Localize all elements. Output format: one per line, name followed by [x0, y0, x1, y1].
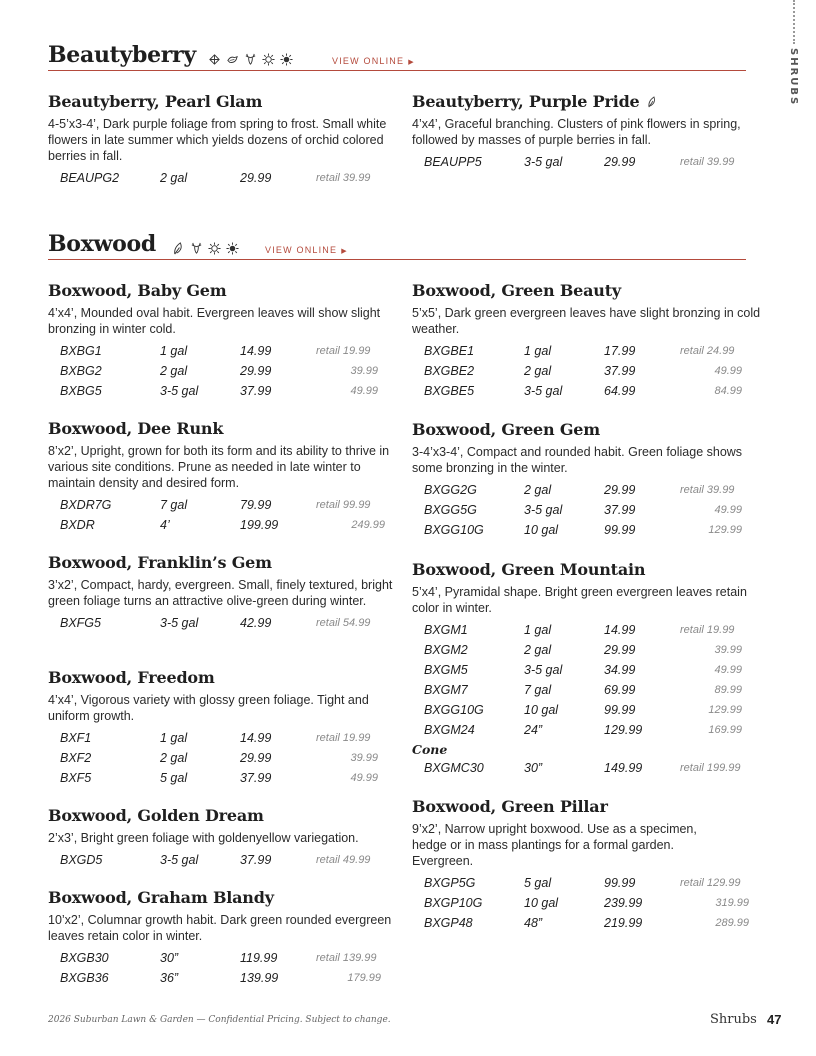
size: 3-5 gal	[160, 853, 199, 867]
retail-price: 39.99	[350, 365, 378, 377]
price: 219.99	[604, 916, 643, 930]
retail-price: retail 54.99	[316, 617, 371, 629]
plant-entry	[48, 806, 398, 888]
price-row	[48, 614, 398, 634]
column-left-boxwood	[48, 281, 398, 989]
retail-price: 49.99	[714, 365, 742, 377]
retail-price: 39.99	[714, 644, 742, 656]
price-row	[48, 382, 398, 402]
size: 24”	[524, 723, 543, 737]
column-right-beautyberry	[412, 92, 762, 173]
price-row	[48, 516, 398, 536]
retail-price: 49.99	[714, 504, 742, 516]
plant-description: 4’x4’, Mounded oval habit. Evergreen leaves will show slight bronzing in winter cold.	[48, 306, 381, 336]
price: 29.99	[240, 751, 272, 765]
section-title: Boxwood	[48, 231, 156, 257]
sku: BXGG2G	[424, 483, 477, 497]
plant-description: 2’x3’, Bright green foliage with goldenyellow variegation.	[48, 831, 359, 845]
price-row	[412, 661, 762, 681]
price-row	[412, 521, 762, 541]
retail-price: retail 129.99	[680, 877, 741, 889]
price-row	[412, 721, 762, 741]
sku: BEAUPG2	[60, 171, 120, 185]
price-row	[412, 681, 762, 701]
price: 149.99	[604, 761, 643, 775]
retail-price: 89.99	[714, 684, 742, 696]
price: 14.99	[240, 344, 272, 358]
price: 199.99	[240, 518, 279, 532]
size: 7 gal	[524, 683, 552, 697]
price-row	[412, 382, 762, 402]
price-row	[48, 729, 398, 749]
play-arrow-icon: ▶	[408, 59, 415, 66]
retail-price: 49.99	[350, 385, 378, 397]
price: 99.99	[604, 876, 636, 890]
sku: BXBG2	[60, 364, 102, 378]
price-row	[48, 169, 398, 189]
size: 1 gal	[160, 344, 188, 358]
sku: BXGD5	[60, 853, 103, 867]
price-row	[412, 342, 762, 362]
sku: BEAUPP5	[424, 155, 482, 169]
size: 48”	[524, 916, 543, 930]
plant-name: Boxwood, Green Mountain	[412, 560, 646, 579]
price-row	[412, 701, 762, 721]
plant-entry	[48, 419, 398, 553]
section-title: Beautyberry	[48, 42, 196, 68]
price-row	[48, 949, 398, 969]
view-online-link[interactable]	[265, 245, 348, 255]
size: 3-5 gal	[160, 384, 199, 398]
price-row	[412, 481, 762, 501]
attribute-icons	[208, 53, 293, 66]
sku: BXGB36	[60, 971, 109, 985]
size: 10 gal	[524, 703, 559, 717]
plant-entry	[412, 560, 762, 797]
size: 30”	[160, 951, 179, 965]
column-left-beautyberry	[48, 92, 398, 189]
plant-name: Boxwood, Dee Runk	[48, 419, 224, 438]
plant-description: 10’x2’, Columnar growth habit. Dark green rounded evergreen leaves retain color in winter.	[48, 913, 392, 943]
attribute-icons	[172, 242, 239, 255]
plant-name: Boxwood, Baby Gem	[48, 281, 227, 300]
plant-name: Boxwood, Green Beauty	[412, 281, 622, 300]
price: 79.99	[240, 498, 272, 512]
size: 2 gal	[160, 364, 188, 378]
plant-description: 9’x2’, Narrow upright boxwood. Use as a specimen, hedge or in mass plantings for a formal garden. Evergreen.	[412, 822, 697, 868]
price-row	[48, 851, 398, 871]
sku: BXGM24	[424, 723, 475, 737]
sku: BXGP48	[424, 916, 473, 930]
sku: BXF2	[60, 751, 92, 765]
price: 29.99	[240, 364, 272, 378]
size: 1 gal	[524, 623, 552, 637]
sku: BXFG5	[60, 616, 101, 630]
retail-price: 179.99	[347, 972, 381, 984]
price: 37.99	[604, 364, 636, 378]
price-row	[48, 362, 398, 382]
native-leaf-icon	[172, 242, 185, 255]
size: 3-5 gal	[160, 616, 199, 630]
side-tab-label: SHRUBS	[788, 48, 799, 107]
part-sun-icon	[226, 242, 239, 255]
sku: BXGM7	[424, 683, 468, 697]
retail-price: retail 19.99	[316, 732, 371, 744]
plant-entry	[48, 281, 398, 419]
sku: BXGM2	[424, 643, 468, 657]
section-header-boxwood	[48, 230, 746, 260]
pollinator-icon	[208, 53, 221, 66]
sku: BXGM1	[424, 623, 468, 637]
size: 5 gal	[160, 771, 188, 785]
page-number: 47	[767, 1012, 782, 1027]
section-header-beautyberry	[48, 41, 746, 71]
size: 36”	[160, 971, 179, 985]
price: 64.99	[604, 384, 636, 398]
sku: BXGG10G	[424, 523, 484, 537]
plant-description: 5’x4’, Pyramidal shape. Bright green evergreen leaves retain color in winter.	[412, 585, 747, 615]
plant-description: 4-5’x3-4’, Dark purple foliage from spring to frost. Small white flowers in late summer which yields dozens of orchid colored berries in fall.	[48, 117, 387, 163]
plant-entry	[48, 553, 398, 668]
price-row	[412, 914, 762, 934]
size: 1 gal	[160, 731, 188, 745]
retail-price: 129.99	[708, 524, 742, 536]
sku: BXDR7G	[60, 498, 112, 512]
retail-price: 49.99	[714, 664, 742, 676]
price: 42.99	[240, 616, 272, 630]
price: 99.99	[604, 523, 636, 537]
sun-icon	[262, 53, 275, 66]
retail-price: retail 99.99	[316, 499, 371, 511]
retail-price: retail 139.99	[316, 952, 377, 964]
view-online-link[interactable]	[332, 56, 415, 66]
size: 1 gal	[524, 344, 552, 358]
size: 5 gal	[524, 876, 552, 890]
price: 37.99	[240, 853, 272, 867]
deer-resistant-icon	[190, 242, 203, 255]
price-row	[412, 641, 762, 661]
sku: BXDR	[60, 518, 95, 532]
retail-price: retail 19.99	[680, 624, 735, 636]
plant-name: Boxwood, Graham Blandy	[48, 888, 274, 907]
retail-price: 169.99	[708, 724, 742, 736]
plant-name: Beautyberry, Purple Pride	[412, 92, 640, 111]
retail-price: retail 24.99	[680, 345, 735, 357]
price: 34.99	[604, 663, 636, 677]
price: 239.99	[604, 896, 643, 910]
price-row	[48, 496, 398, 516]
retail-price: 249.99	[351, 519, 385, 531]
retail-price: retail 49.99	[316, 854, 371, 866]
footer-disclaimer: 2026 Suburban Lawn & Garden — Confidential Pricing. Subject to change.	[48, 1015, 391, 1025]
price-row	[48, 969, 398, 989]
size: 2 gal	[524, 483, 552, 497]
plant-description: 4’x4’, Graceful branching. Clusters of pink flowers in spring, followed by masses of purple berries in fall.	[412, 117, 741, 147]
column-right-boxwood	[412, 281, 762, 934]
plant-entry	[48, 92, 398, 189]
plant-description: 4’x4’, Vigorous variety with glossy green foliage. Tight and uniform growth.	[48, 693, 369, 723]
plant-entry	[48, 668, 398, 806]
size: 2 gal	[160, 171, 188, 185]
plant-description: 8’x2’, Upright, grown for both its form and its ability to thrive in various site conditions. Prune as needed in late winter to maintain density and desired form.	[48, 444, 390, 490]
retail-price: 129.99	[708, 704, 742, 716]
price-row	[412, 501, 762, 521]
plant-name: Beautyberry, Pearl Glam	[48, 92, 263, 111]
side-tab-dots	[793, 0, 795, 44]
price: 119.99	[240, 951, 278, 965]
size: 3-5 gal	[524, 384, 563, 398]
size: 3-5 gal	[524, 155, 563, 169]
sun-icon	[208, 242, 221, 255]
retail-price: 289.99	[715, 917, 749, 929]
retail-price: 319.99	[715, 897, 749, 909]
plant-entry	[48, 888, 398, 989]
price: 29.99	[604, 155, 636, 169]
deer-resistant-icon	[244, 53, 257, 66]
price-row	[412, 874, 762, 894]
plant-name: Boxwood, Franklin’s Gem	[48, 553, 272, 572]
retail-price: retail 39.99	[680, 484, 735, 496]
bird-icon	[226, 53, 239, 66]
part-sun-icon	[280, 53, 293, 66]
retail-price: retail 39.99	[316, 172, 371, 184]
retail-price: 84.99	[714, 385, 742, 397]
sku: BXGMC30	[424, 761, 484, 775]
sku: BXGG10G	[424, 703, 484, 717]
view-online-label: VIEW ONLINE	[265, 245, 338, 255]
plant-name: Boxwood, Freedom	[48, 668, 215, 687]
sku: BXGP10G	[424, 896, 483, 910]
size: 2 gal	[160, 751, 188, 765]
plant-name: Boxwood, Golden Dream	[48, 806, 264, 825]
sku: BXF1	[60, 731, 92, 745]
plant-entry	[412, 92, 762, 173]
price-row	[412, 894, 762, 914]
sku: BXGBE5	[424, 384, 475, 398]
size: 7 gal	[160, 498, 188, 512]
sku: BXGB30	[60, 951, 109, 965]
sku: BXGBE1	[424, 344, 475, 358]
plant-entry	[412, 420, 762, 560]
price: 99.99	[604, 703, 636, 717]
price-row	[48, 769, 398, 789]
sku: BXBG5	[60, 384, 102, 398]
price: 14.99	[240, 731, 272, 745]
plant-entry	[412, 797, 762, 934]
retail-price: retail 19.99	[316, 345, 371, 357]
plant-name: Boxwood, Green Gem	[412, 420, 601, 439]
size: 30”	[524, 761, 543, 775]
size: 10 gal	[524, 896, 559, 910]
size: 10 gal	[524, 523, 559, 537]
price: 129.99	[604, 723, 643, 737]
size: 2 gal	[524, 364, 552, 378]
price: 29.99	[240, 171, 272, 185]
price-row	[48, 749, 398, 769]
price-row	[412, 153, 762, 173]
size: 3-5 gal	[524, 663, 563, 677]
native-leaf-icon	[646, 96, 658, 108]
footer-section-name: Shrubs	[710, 1012, 757, 1027]
sku: BXBG1	[60, 344, 102, 358]
size: 4’	[160, 518, 170, 532]
sku: BXGM5	[424, 663, 468, 677]
plant-name-wrap	[412, 92, 762, 112]
sku: BXGP5G	[424, 876, 476, 890]
price: 69.99	[604, 683, 636, 697]
price-row	[412, 759, 762, 779]
price: 37.99	[240, 384, 272, 398]
retail-price: 49.99	[350, 772, 378, 784]
sku: BXF5	[60, 771, 92, 785]
size: 2 gal	[524, 643, 552, 657]
price-row	[412, 362, 762, 382]
price: 29.99	[604, 643, 636, 657]
plant-entry	[412, 281, 762, 420]
price: 14.99	[604, 623, 636, 637]
price: 29.99	[604, 483, 636, 497]
retail-price: retail 199.99	[680, 762, 741, 774]
plant-description: 3’x2’, Compact, hardy, evergreen. Small, finely textured, bright green foliage turns an attractive olive-green during winter.	[48, 578, 393, 608]
play-arrow-icon: ▶	[341, 248, 348, 255]
price-row	[48, 342, 398, 362]
variant-label: Cone	[412, 742, 448, 757]
plant-name: Boxwood, Green Pillar	[412, 797, 608, 816]
plant-description: 3-4’x3-4’, Compact and rounded habit. Green foliage shows some bronzing in the winter.	[412, 445, 743, 475]
retail-price: 39.99	[350, 752, 378, 764]
price: 17.99	[604, 344, 636, 358]
sku: BXGG5G	[424, 503, 477, 517]
sku: BXGBE2	[424, 364, 475, 378]
retail-price: retail 39.99	[680, 156, 735, 168]
price: 37.99	[240, 771, 272, 785]
price-row	[412, 621, 762, 641]
view-online-label: VIEW ONLINE	[332, 56, 405, 66]
size: 3-5 gal	[524, 503, 563, 517]
price: 37.99	[604, 503, 636, 517]
price: 139.99	[240, 971, 279, 985]
plant-description: 5’x5’, Dark green evergreen leaves have slight bronzing in cold weather.	[412, 306, 761, 336]
